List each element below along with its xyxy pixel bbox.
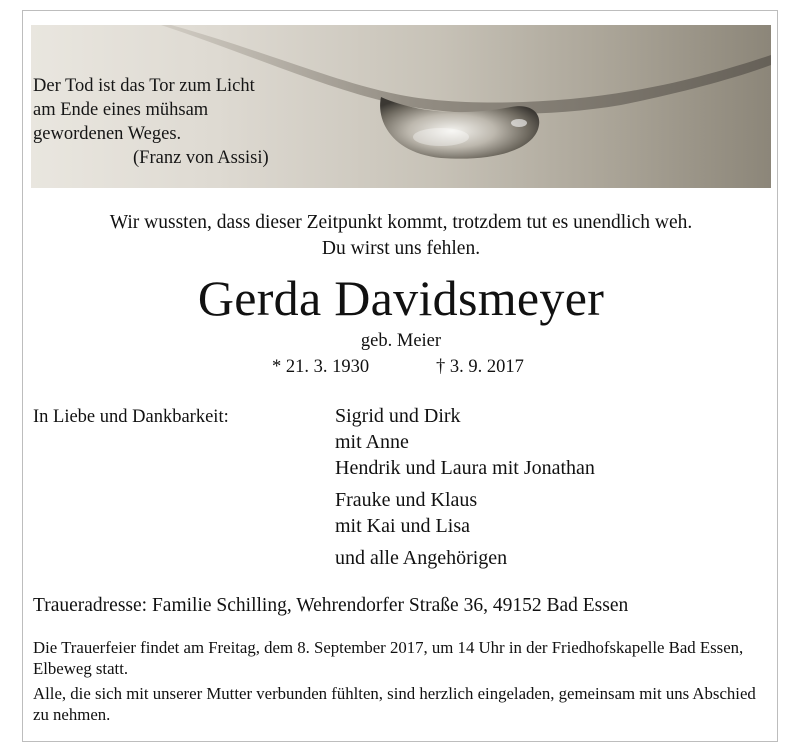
mourner-line: mit Kai und Lisa [335, 515, 470, 537]
funeral-note: Die Trauerfeier findet am Freitag, dem 8. September 2017, um 14 Uhr in der Friedhofskapelle Bad Essen, Elbeweg statt. [33, 638, 744, 678]
intro-text [31, 210, 771, 262]
mourner-group [335, 487, 595, 539]
mourning-address: Traueradresse: Familie Schilling, Wehrendorfer Straße 36, 49152 Bad Essen [33, 595, 629, 616]
quote-line: Der Tod ist das Tor zum Licht [33, 76, 255, 96]
intro-line-1: Wir wussten, dass dieser Zeitpunkt kommt, trotzdem tut es unendlich weh. [109, 212, 693, 233]
mourners-list [335, 403, 595, 577]
intro-line-2: Du wirst uns fehlen. [321, 238, 481, 259]
birth-date: * 21. 3. 1930 [272, 357, 370, 377]
quote-author: (Franz von Assisi) [133, 148, 269, 168]
notes-block [33, 637, 763, 729]
deceased-name: Gerda Davidsmeyer [197, 270, 605, 326]
quote-block [33, 74, 313, 170]
mourner-group [335, 403, 595, 481]
mourner-group [335, 545, 595, 571]
mourners-label: In Liebe und Dankbarkeit: [33, 407, 229, 427]
mourner-line: mit Anne [335, 431, 409, 453]
mourner-line: Sigrid und Dirk [335, 405, 461, 427]
quote-line: am Ende eines mühsam [33, 100, 209, 120]
invitation-note: Alle, die sich mit unserer Mutter verbunden fühlten, sind herzlich eingeladen, gemeinsam mit uns Abschied zu nehmen. [33, 684, 756, 724]
quote-line: gewordenen Weges. [33, 124, 182, 144]
maiden-name: geb. Meier [360, 331, 442, 351]
mourner-line: und alle Angehörigen [335, 547, 508, 569]
mourner-line: Frauke und Klaus [335, 489, 478, 511]
mourner-line: Hendrik und Laura mit Jonathan [335, 457, 595, 479]
death-date: † 3. 9. 2017 [436, 357, 524, 377]
